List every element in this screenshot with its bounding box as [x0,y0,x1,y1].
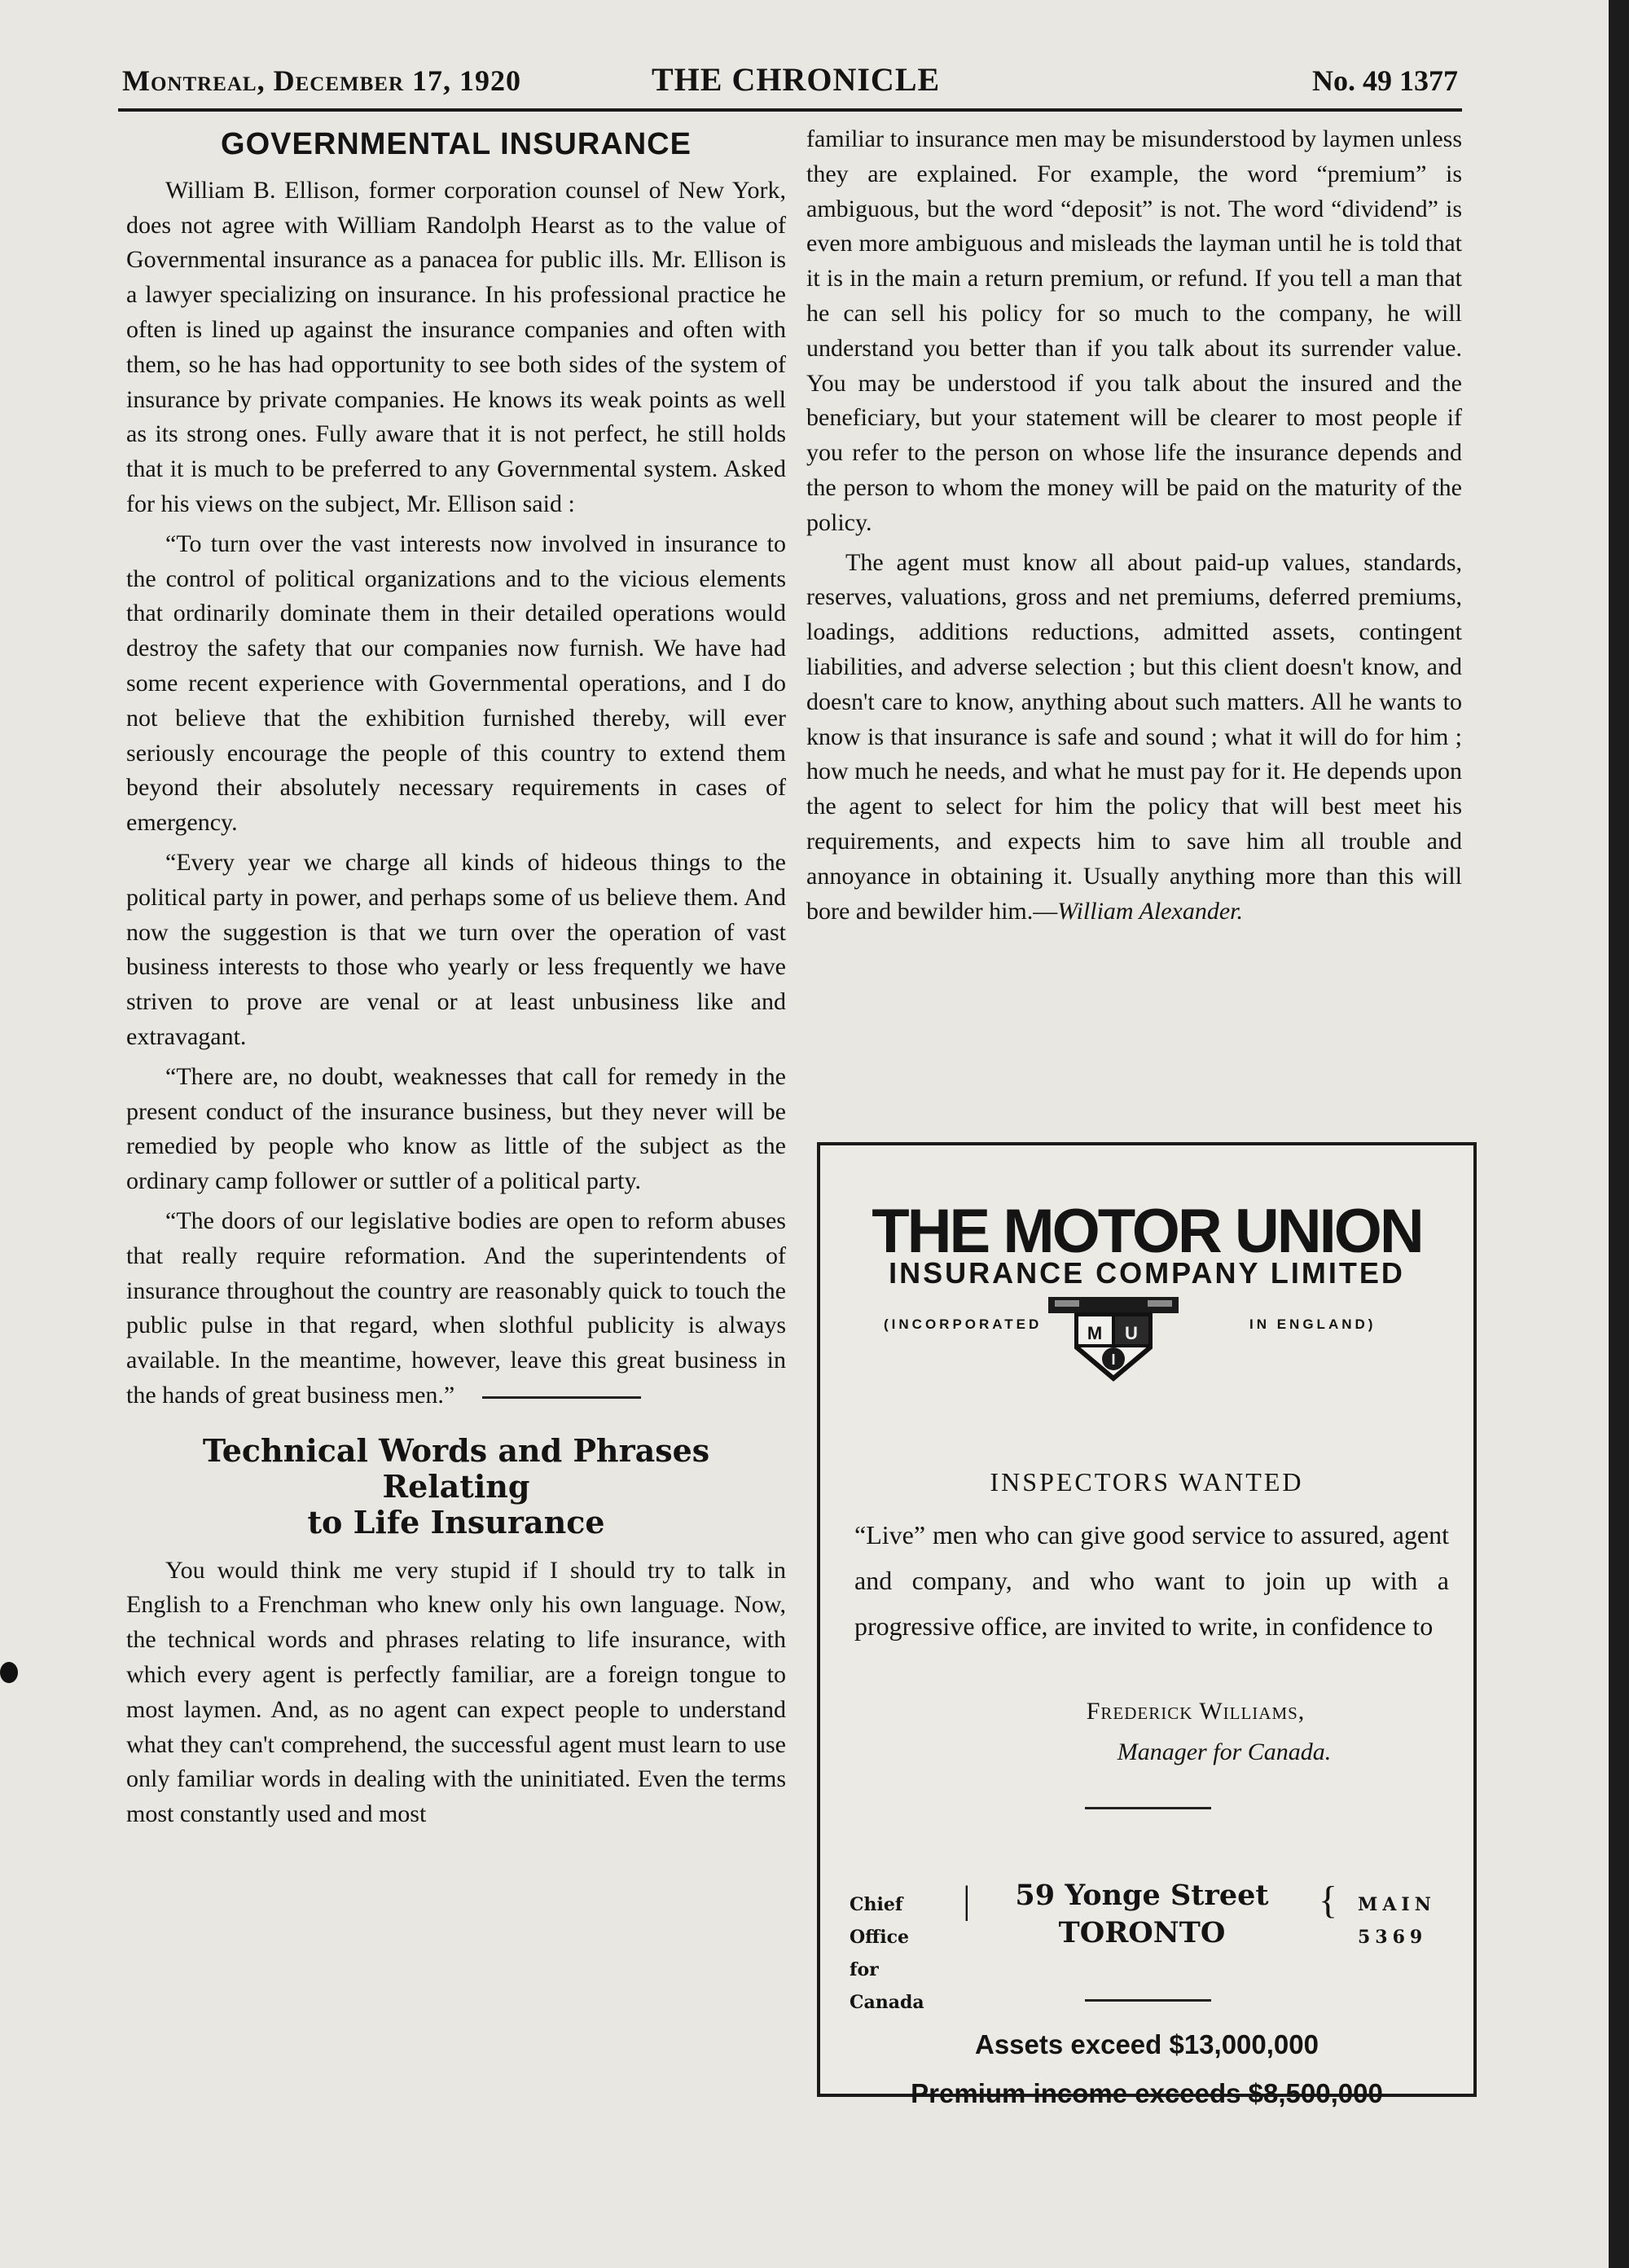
ad-office-line1: Chief Office [850,1894,909,1948]
ad-financials [820,2020,1473,2118]
article-title-governmental-insurance: GOVERNMENTAL INSURANCE [221,127,692,161]
header-publication-title: THE CHRONICLE [652,61,941,98]
article-paragraph: “There are, no doubt, weaknesses that call for remedy in the present conduct of the insurance business, but they never will be remedied by people who know as little of the subject as the ordinary camp follower or suttler of a political party. [126,1062,786,1195]
ad-brand-name: THE MOTOR UNION [872,1197,1422,1266]
ad-telephone [1358,1888,1436,1954]
article-paragraph: You would think me very stupid if I should try to talk in English to a Frenchman who knew only his own language. Now, the technical words and phrases relating to life insurance, with which every agent is perfectly familiar, are a foreign tongue to most laymen. And, as no agent can expect people to understand what they can't comprehend, the successful agent must learn to use only familiar words in dealing with the uninitiated. Even the terms most constantly used and most [126,1556,786,1828]
article-signature: William Alexander. [1057,897,1244,925]
ad-city-line: TORONTO [1058,1916,1226,1949]
article-title-line2: to Life Insurance [307,1503,605,1541]
header-issue-page: No. 49 1377 [1312,64,1458,97]
emblem-letter-i: I [1111,1352,1116,1368]
emblem-letter-m: M [1087,1323,1103,1343]
article-end-rule [482,1396,641,1399]
ad-chief-office-label [850,1888,947,2019]
article-paragraph-text: The agent must know all about paid-up values, standards, reserves, valuations, gross and net premiums, deferred premiums, loadings, additions reductions, admitted assets, contingent liabilities, and adverse selection ; but this client doesn't know, and doesn't care to know, anything about such matters. All he wants to know is that insurance is safe and sound ; what it will do for him ; how much he needs, and what he must pay for it. He depends upon the agent to select for him the policy that will best meet his requirements, and expects him to save him all trouble and annoyance in obtaining it. Usually anything more than this will bore and bewilder him.— [806,548,1462,925]
ad-body-text: “Live” men who can give good service to assured, agent and company, and who want to join up with a progressive office, are invited to write, in confidence to [854,1520,1449,1641]
ad-premium-line: Premium income exceeds $8,500,000 [911,2078,1383,2108]
article-paragraph-last [126,1204,786,1413]
emblem-letter-u: U [1125,1323,1138,1343]
article-title-technical-words [126,1433,786,1541]
article-paragraph: William B. Ellison, former corporation counsel of New York, does not agree with William Randolph Hearst as to the value of Governmental insurance as a panacea for public ills. Mr. Ellison is a lawyer specializing on insurance. In his professional practice he often is lined up against the insurance companies and often with them, so he has had opportunity to see both sides of the system of insurance by private companies. He knows its weak points as well as its strong ones. Fully aware that it is not perfect, he still holds that it is much to be preferred to any Governmental system. Asked for his views on the subject, Mr. Ellison said : [126,176,786,517]
ad-divider-top [1085,1807,1211,1809]
right-column [806,122,1462,934]
page-header [122,57,1458,106]
article-paragraph: “Every year we charge all kinds of hideous things to the political party in power, and perhaps some of us believe them. And now the suggestion is that we turn over the operation of vast business interests to those who yearly or less frequently we have striven to prove are venal or at least unbusiness like and extravagant. [126,848,786,1050]
ad-company-subtitle: INSURANCE COMPANY LIMITED [889,1256,1405,1290]
ad-assets-line: Assets exceed $13,000,000 [974,2029,1319,2059]
ad-england-label: IN ENGLAND) [1249,1316,1377,1332]
article-paragraph: “To turn over the vast interests now involved in insurance to the control of political organizations and to the vicious elements that ordinarily dominate them in their detailed operations would destroy the safety that our companies now furnish. We have had some recent experience with Governmental operations, and I do not believe that the exhibition furnished thereby, will ever seriously encourage the people of this country to extend them beyond their absolutely necessary requirements in cases of emergency. [126,530,786,837]
ad-address [995,1877,1289,1952]
ad-phone-exchange: MAIN [1358,1894,1436,1915]
ad-signer-name: Frederick Williams, [1086,1698,1306,1725]
scan-edge-shadow [1609,0,1629,2268]
header-dateline: Montreal, December 17, 1920 [122,64,522,97]
ad-heading-inspectors-wanted: INSPECTORS WANTED [990,1467,1304,1497]
ad-bracket-left: | [963,1879,971,1922]
article-paragraph-closing [806,546,1462,930]
scan-binding-mark [0,1662,18,1683]
ad-divider-bottom [1085,1999,1211,2002]
article-paragraph-continued: familiar to insurance men may be misunderstood by laymen unless they are explained. For example, the word “premium” is ambiguous, but the word “deposit” is not. The word “dividend” is even more ambiguous and misleads the layman until he is told that it is in the main a return premium, or refund. If you tell a man that he can sell his policy for so much to the company, he will understand you better than if you talk about its surrender value. You may be understood if you talk about the insured and the beneficiary, but your statement will be clearer to most people if you refer to the person on whose life the insurance depends and the person to whom the money will be paid on the maturity of the policy. [806,125,1462,536]
header-rule [118,108,1462,112]
ad-phone-number: 5369 [1358,1927,1428,1948]
ad-signer-title: Manager for Canada. [1117,1738,1332,1765]
ad-office-line2: for Canada [850,1959,924,2013]
left-column [126,122,786,1837]
motor-union-advertisement [817,1142,1477,2108]
ad-incorporated-label: (INCORPORATED [884,1316,1043,1332]
article-title-line1: Technical Words and Phrases Relating [202,1431,710,1505]
ad-body [854,1512,1449,1649]
ad-street-line: 59 Yonge Street [1015,1879,1269,1912]
ad-bracket-right: { [1319,1879,1338,1922]
motor-union-emblem-icon [1032,1290,1195,1388]
article-paragraph-text: “The doors of our legislative bodies are open to reform abuses that really require reformation. And the superintendents of insurance throughout the country are reasonably quick to touch the public pulse in that regard, when slothful publicity is always available. In the meantime, however, leave this great business in the hands of great business men.” [126,1207,786,1409]
